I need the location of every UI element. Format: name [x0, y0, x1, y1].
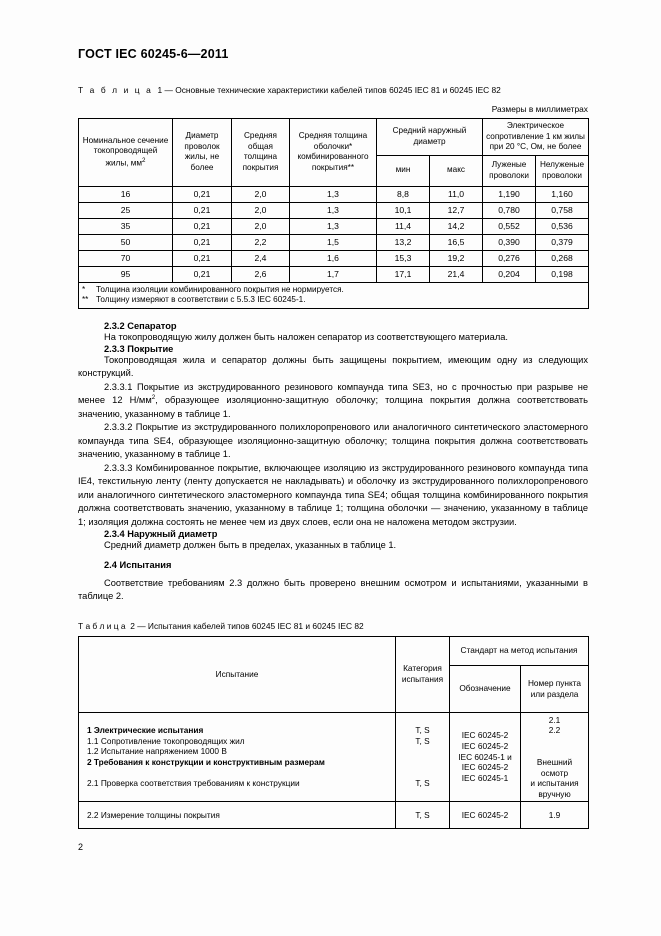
heading-2-3-4: 2.3.4 Наружный диаметр [104, 529, 218, 540]
category-line-4 [399, 757, 446, 768]
cell-diameter: 0,21 [173, 202, 232, 218]
table1-caption-number: 1 [157, 85, 163, 95]
clause-line-2: 2.2 [548, 725, 561, 736]
table2-th-test: Испытание [79, 636, 396, 712]
table-row [79, 266, 589, 282]
cell-r-tinned: 0,390 [483, 234, 536, 250]
footnote-2-text: Толщину измеряют в соответствии с 5.5.3 IEC 60245-1. [96, 295, 306, 304]
cell-od-max: 11,0 [430, 186, 483, 202]
table1 [78, 118, 589, 309]
cell-od-min: 11,4 [377, 218, 430, 234]
cell-section: 16 [79, 186, 173, 202]
table1-footnotes [79, 282, 589, 308]
designation-line-2: IEC 60245-2 [461, 741, 509, 752]
cell-r-untinned: 0,758 [536, 202, 589, 218]
designation-line-1: IEC 60245-2 [461, 730, 509, 741]
test-line-3: 1.2 Испытание напряжением 1000 В [87, 746, 227, 757]
paragraph-2-3-3: Токопроводящая жила и сепаратор должны быть защищены покрытием, имеющим одну из следующих конструкций. [78, 354, 588, 379]
cell-test-last: 2.2 Измерение толщины покрытия [79, 802, 396, 829]
cell-r-untinned: 0,268 [536, 250, 589, 266]
table-row [79, 712, 589, 802]
table1-th-wire-diameter: Диаметр проволок жилы, не более [173, 119, 232, 187]
category-line-2: Т, S [415, 735, 430, 746]
cell-od-max: 14,2 [430, 218, 483, 234]
table2-th-standard-group: Стандарт на метод испытания [450, 636, 589, 665]
paragraph-2-3-3-2: 2.3.3.2 Покрытие из экструдированного полихлоропренового или аналогичного синтетического эластомерного компаунда типа SE4, образующее изоляционно-защитную оболочку; толщина покрытия должна соответствовать значению, указанному в таблице 1. [78, 422, 588, 460]
table2-caption-label: Т а б л и ц а [78, 620, 126, 631]
cell-designation-list [450, 712, 521, 802]
table1-th-total-thickness: Средняя общая толщина покрытия [232, 119, 290, 187]
cell-diameter: 0,21 [173, 234, 232, 250]
table1-th-tinned: Луженые проволоки [483, 155, 536, 186]
cell-thickness-sheath: 1,7 [290, 266, 377, 282]
cell-r-untinned: 1,160 [536, 186, 589, 202]
table2 [78, 636, 589, 830]
document-title: ГОСТ IEC 60245-6—2011 [78, 47, 229, 61]
table1-th-section [79, 119, 173, 187]
paragraph-2-3-4: Средний диаметр должен быть в пределах, указанных в таблице 1. [104, 540, 397, 551]
paragraph-2-3-3-1-part1: 2.3.3.1 Покрытие из экструдированного резинового компаунда типа SE3, но с прочностью при разрыве не менее 12 Н/мм [78, 381, 588, 406]
cell-r-tinned: 1,190 [483, 186, 536, 202]
designation-line-4: IEC 60245-2 [461, 762, 509, 773]
cell-thickness-total: 2,0 [232, 186, 290, 202]
table-row [79, 250, 589, 266]
table1-th-section-superscript: 2 [142, 156, 146, 164]
clause-line-7: вручную [538, 788, 571, 799]
cell-thickness-sheath: 1,3 [290, 218, 377, 234]
footnote-2-mark: ** [82, 295, 89, 304]
cell-thickness-sheath: 1,3 [290, 202, 377, 218]
clause-line-3 [524, 736, 585, 747]
footnote-1 [82, 285, 585, 296]
cell-od-max: 21,4 [430, 266, 483, 282]
cell-section: 70 [79, 250, 173, 266]
paragraph-2-3-3-1 [78, 381, 588, 422]
cell-od-min: 8,8 [377, 186, 430, 202]
table1-th-od-max: макс [430, 155, 483, 186]
cell-od-min: 13,2 [377, 234, 430, 250]
table2-th-category: Категория испытания [396, 636, 450, 712]
table-row [79, 802, 589, 829]
paragraph-2-4: Соответствие требованиям 2.3 должно быть проверено внешним осмотром и испытаниями, указанными в таблице 2. [78, 577, 588, 602]
cell-od-max: 12,7 [430, 202, 483, 218]
table2-header-row-1 [79, 636, 589, 665]
designation-line-3: IEC 60245-1 и [458, 751, 512, 762]
page-content [78, 0, 588, 852]
cell-clause-last: 1.9 [521, 802, 589, 829]
table1-header-row-1 [79, 119, 589, 156]
table1-th-outer-diameter-group: Средний наружный диаметр [377, 119, 483, 156]
cell-clause-list [521, 712, 589, 802]
heading-2-3-2: 2.3.2 Сепаратор [104, 320, 177, 331]
table1-th-section-text: Номинальное сечение токопроводящей жилы, мм [82, 135, 169, 168]
table1-footnotes-row [79, 282, 589, 308]
table1-caption-label: Т а б л и ц а [78, 85, 153, 95]
table2-caption [78, 621, 588, 631]
table-row [79, 234, 589, 250]
cell-od-min: 17,1 [377, 266, 430, 282]
cell-test-list [79, 712, 396, 802]
cell-diameter: 0,21 [173, 266, 232, 282]
category-line-6: Т, S [415, 778, 430, 789]
cell-section: 95 [79, 266, 173, 282]
cell-category-list [396, 712, 450, 802]
table1-th-untinned: Нелуженые проволоки [536, 155, 589, 186]
designation-line-5: IEC 60245-1 [461, 772, 509, 783]
test-line-4: 2 Требования к конструкции и конструктивным размерам [87, 757, 325, 767]
table2-caption-text: — Испытания кабелей типов 60245 IEC 81 и 60245 IEC 82 [137, 620, 364, 631]
heading-2-4: 2.4 Испытания [104, 559, 172, 570]
cell-diameter: 0,21 [173, 250, 232, 266]
paragraph-2-3-3-1-part2: , образующее изоляционно-защитную оболочку; толщина покрытия должна соответствовать значению, указанному в таблице 1. [78, 395, 588, 419]
cell-section: 35 [79, 218, 173, 234]
cell-od-min: 10,1 [377, 202, 430, 218]
clause-line-4 [524, 746, 585, 757]
cell-od-min: 15,3 [377, 250, 430, 266]
cell-r-tinned: 0,780 [483, 202, 536, 218]
cell-r-untinned: 0,379 [536, 234, 589, 250]
paragraph-2-3-3-3: 2.3.3.3 Комбинированное покрытие, включающее изоляцию из экструдированного резинового компаунда типа IE4, текстильную ленту (ленту допускается не накладывать) и оболочку из экструдированного полихлоропренового или аналогичного синтетического эластомерного компаунда типа SE4; общая толщина комбинированного покрытия должна соответствовать значению, указанному в таблице 1; толщина оболочки — значению, указанному в таблице 1; изоляция должна состоять не менее чем из двух слоев, если она не наложена методом экструзии. [78, 462, 588, 527]
cell-section: 25 [79, 202, 173, 218]
category-line-5 [399, 768, 446, 779]
footnote-1-mark: * [82, 284, 86, 294]
cell-thickness-sheath: 1,3 [290, 186, 377, 202]
table2-th-clause: Номер пункта или раздела [521, 665, 589, 712]
paragraph-2-3-3-1-superscript: 2 [151, 394, 156, 402]
cell-r-tinned: 0,276 [483, 250, 536, 266]
category-line-3 [399, 746, 446, 757]
cell-od-max: 19,2 [430, 250, 483, 266]
footnote-1-text: Толщина изоляции комбинированного покрытия не нормируется. [96, 284, 344, 294]
clause-line-5: Внешний осмотр [536, 757, 573, 778]
test-line-2: 1.1 Сопротивление токопроводящих жил [87, 735, 245, 746]
table-row [79, 186, 589, 202]
cell-thickness-sheath: 1,6 [290, 250, 377, 266]
clause-line-6: и испытания [530, 778, 579, 789]
cell-designation-last: IEC 60245-2 [450, 802, 521, 829]
table1-th-sheath-thickness: Средняя толщина оболочки* комбинированного покрытия** [290, 119, 377, 187]
cell-thickness-total: 2,0 [232, 202, 290, 218]
clause-line-1: 2.1 [548, 714, 561, 725]
cell-r-tinned: 0,552 [483, 218, 536, 234]
test-line-5 [87, 768, 392, 779]
category-line-1: Т, S [415, 725, 430, 736]
table2-caption-number: 2 [130, 620, 135, 631]
test-line-6: 2.1 Проверка соответствия требованиям к конструкции [87, 778, 300, 789]
cell-thickness-total: 2,4 [232, 250, 290, 266]
paragraph-2-3-2: На токопроводящую жилу должен быть наложен сепаратор из соответствующего материала. [104, 331, 509, 342]
test-line-1: 1 Электрические испытания [87, 725, 204, 736]
table1-th-resistance-group: Электрическое сопротивление 1 км жилы при 20 °С, Ом, не более [483, 119, 589, 156]
cell-diameter: 0,21 [173, 218, 232, 234]
table1-th-od-min: мин [377, 155, 430, 186]
footnote-2 [82, 295, 585, 306]
table-row [79, 202, 589, 218]
cell-category-last: Т, S [396, 802, 450, 829]
table1-caption-text: — Основные технические характеристики кабелей типов 60245 IEC 81 и 60245 IEC 82 [164, 85, 501, 95]
cell-section: 50 [79, 234, 173, 250]
page-number: 2 [78, 842, 84, 853]
table1-caption [78, 85, 588, 95]
cell-r-untinned: 0,198 [536, 266, 589, 282]
cell-diameter: 0,21 [173, 186, 232, 202]
cell-od-max: 16,5 [430, 234, 483, 250]
cell-thickness-total: 2,6 [232, 266, 290, 282]
table2-th-designation: Обозначение [450, 665, 521, 712]
heading-2-3-3: 2.3.3 Покрытие [104, 343, 174, 354]
table-row [79, 218, 589, 234]
cell-r-tinned: 0,204 [483, 266, 536, 282]
cell-r-untinned: 0,536 [536, 218, 589, 234]
table1-units-note: Размеры в миллиметрах [491, 104, 588, 114]
cell-thickness-sheath: 1,5 [290, 234, 377, 250]
cell-thickness-total: 2,0 [232, 218, 290, 234]
cell-thickness-total: 2,2 [232, 234, 290, 250]
